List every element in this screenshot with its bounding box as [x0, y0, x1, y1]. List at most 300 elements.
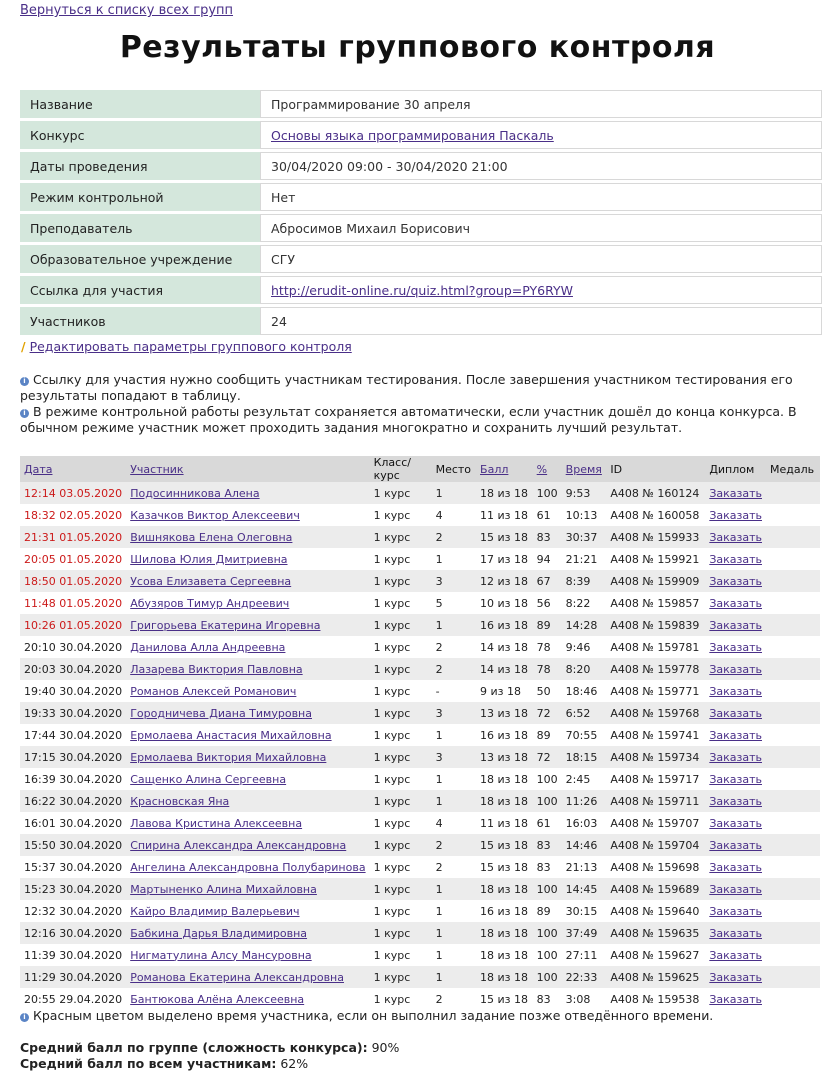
participant-link[interactable]: Ермолаева Виктория Михайловна — [130, 750, 327, 764]
percent-cell: 89 — [533, 724, 562, 746]
date-cell: 10:26 01.05.2020 — [20, 614, 126, 636]
info-label: Конкурс — [20, 121, 260, 149]
medal-cell — [766, 724, 820, 746]
date-cell: 21:31 01.05.2020 — [20, 526, 126, 548]
order-diploma-link[interactable]: Заказать — [709, 948, 762, 962]
time-cell: 18:15 — [562, 746, 607, 768]
participant-cell — [126, 592, 369, 614]
edit-params-link[interactable]: Редактировать параметры группового контроля — [29, 339, 352, 354]
class-cell: 1 курс — [370, 724, 432, 746]
medal-cell — [766, 658, 820, 680]
table-row — [20, 680, 820, 702]
medal-cell — [766, 900, 820, 922]
place-cell: 1 — [432, 944, 476, 966]
place-cell: 2 — [432, 658, 476, 680]
class-cell: 1 курс — [370, 702, 432, 724]
class-cell: 1 курс — [370, 636, 432, 658]
order-diploma-link[interactable]: Заказать — [709, 574, 762, 588]
medal-cell — [766, 636, 820, 658]
column-header: Место — [432, 456, 476, 482]
percent-cell: 83 — [533, 856, 562, 878]
avg-all — [20, 1056, 308, 1071]
place-cell: 1 — [432, 482, 476, 504]
participant-link[interactable]: Лазарева Виктория Павловна — [130, 662, 303, 676]
score-cell: 14 из 18 — [476, 636, 533, 658]
column-header[interactable] — [476, 456, 533, 482]
class-cell: 1 курс — [370, 548, 432, 570]
percent-cell: 100 — [533, 966, 562, 988]
class-cell: 1 курс — [370, 768, 432, 790]
date-cell: 17:44 30.04.2020 — [20, 724, 126, 746]
column-header[interactable] — [533, 456, 562, 482]
column-header[interactable] — [562, 456, 607, 482]
info-value-cell: СГУ — [260, 245, 822, 273]
diploma-cell — [705, 812, 766, 834]
info-row — [20, 307, 822, 335]
diploma-cell — [705, 988, 766, 1010]
order-diploma-link[interactable]: Заказать — [709, 486, 762, 500]
diploma-cell — [705, 636, 766, 658]
medal-cell — [766, 878, 820, 900]
column-header: ID — [606, 456, 705, 482]
info-value-cell: 24 — [260, 307, 822, 335]
participant-link[interactable]: Григорьева Екатерина Игоревна — [130, 618, 321, 632]
score-cell: 18 из 18 — [476, 878, 533, 900]
score-cell: 18 из 18 — [476, 944, 533, 966]
diploma-cell — [705, 834, 766, 856]
column-header[interactable] — [20, 456, 126, 482]
score-cell: 13 из 18 — [476, 702, 533, 724]
percent-cell: 89 — [533, 614, 562, 636]
order-diploma-link[interactable]: Заказать — [709, 530, 762, 544]
participant-link[interactable]: Нигматулина Алсу Мансуровна — [130, 948, 312, 962]
participant-cell — [126, 548, 369, 570]
percent-cell: 78 — [533, 636, 562, 658]
medal-cell — [766, 680, 820, 702]
diploma-cell — [705, 768, 766, 790]
percent-cell: 83 — [533, 526, 562, 548]
score-cell: 18 из 18 — [476, 790, 533, 812]
order-diploma-link[interactable]: Заказать — [709, 816, 762, 830]
info-label: Образовательное учреждение — [20, 245, 260, 273]
results-table — [20, 456, 820, 1010]
order-diploma-link[interactable]: Заказать — [709, 706, 762, 720]
percent-cell: 56 — [533, 592, 562, 614]
info-label: Название — [20, 90, 260, 118]
info-note-text: Ссылку для участия нужно сообщить участникам тестирования. После завершения участником тестирования его результаты попадают в таблицу. — [20, 372, 793, 403]
info-value-cell: Программирование 30 апреля — [260, 90, 822, 118]
score-cell: 17 из 18 — [476, 548, 533, 570]
page-title: Результаты группового контроля — [119, 30, 716, 65]
date-cell: 16:39 30.04.2020 — [20, 768, 126, 790]
place-cell: 4 — [432, 812, 476, 834]
id-cell: А408 № 159717 — [606, 768, 705, 790]
percent-cell: 61 — [533, 812, 562, 834]
place-cell: 1 — [432, 724, 476, 746]
id-cell: А408 № 159711 — [606, 790, 705, 812]
participant-link[interactable]: Данилова Алла Андреевна — [130, 640, 286, 654]
medal-cell — [766, 482, 820, 504]
date-cell: 20:03 30.04.2020 — [20, 658, 126, 680]
diploma-cell — [705, 680, 766, 702]
info-label: Режим контрольной — [20, 183, 260, 211]
participant-link[interactable]: Бантюкова Алёна Алексеевна — [130, 992, 305, 1006]
column-header[interactable] — [126, 456, 369, 482]
sort-link[interactable]: Время — [565, 462, 602, 476]
score-cell: 9 из 18 — [476, 680, 533, 702]
class-cell: 1 курс — [370, 966, 432, 988]
date-cell: 15:50 30.04.2020 — [20, 834, 126, 856]
id-cell: А408 № 160124 — [606, 482, 705, 504]
diploma-cell — [705, 614, 766, 636]
info-note-mode — [20, 404, 820, 436]
order-diploma-link[interactable]: Заказать — [709, 860, 762, 874]
order-diploma-link[interactable]: Заказать — [709, 926, 762, 940]
place-cell: 1 — [432, 768, 476, 790]
order-diploma-link[interactable]: Заказать — [709, 596, 762, 610]
score-cell: 16 из 18 — [476, 900, 533, 922]
order-diploma-link[interactable]: Заказать — [709, 508, 762, 522]
info-row — [20, 90, 822, 118]
date-cell: 11:48 01.05.2020 — [20, 592, 126, 614]
score-cell: 18 из 18 — [476, 768, 533, 790]
time-cell: 6:52 — [562, 702, 607, 724]
percent-cell: 78 — [533, 658, 562, 680]
date-cell: 18:32 02.05.2020 — [20, 504, 126, 526]
sort-link[interactable]: % — [536, 462, 548, 476]
participant-link[interactable]: Ангелина Александровна Полубаринова — [130, 860, 366, 874]
place-cell: 3 — [432, 746, 476, 768]
class-cell: 1 курс — [370, 526, 432, 548]
column-header: Диплом — [705, 456, 766, 482]
sort-link[interactable]: Дата — [24, 462, 53, 476]
diploma-cell — [705, 856, 766, 878]
order-diploma-link[interactable]: Заказать — [709, 684, 762, 698]
diploma-cell — [705, 482, 766, 504]
percent-cell: 100 — [533, 944, 562, 966]
diploma-cell — [705, 592, 766, 614]
percent-cell: 100 — [533, 922, 562, 944]
id-cell: А408 № 159698 — [606, 856, 705, 878]
class-cell: 1 курс — [370, 812, 432, 834]
date-cell: 20:05 01.05.2020 — [20, 548, 126, 570]
diploma-cell — [705, 658, 766, 680]
percent-cell: 100 — [533, 790, 562, 812]
participant-link[interactable]: Абузяров Тимур Андреевич — [130, 596, 290, 610]
table-row — [20, 790, 820, 812]
class-cell: 1 курс — [370, 592, 432, 614]
score-cell: 18 из 18 — [476, 482, 533, 504]
participant-cell — [126, 812, 369, 834]
class-cell: 1 курс — [370, 504, 432, 526]
class-cell: 1 курс — [370, 988, 432, 1010]
participant-link[interactable]: Усова Елизавета Сергеевна — [130, 574, 292, 588]
order-diploma-link[interactable]: Заказать — [709, 794, 762, 808]
info-value-cell: 30/04/2020 09:00 - 30/04/2020 21:00 — [260, 152, 822, 180]
date-cell: 20:10 30.04.2020 — [20, 636, 126, 658]
table-row — [20, 922, 820, 944]
diploma-cell — [705, 702, 766, 724]
medal-cell — [766, 966, 820, 988]
time-cell: 21:21 — [562, 548, 607, 570]
participant-link[interactable]: Романов Алексей Романович — [130, 684, 297, 698]
time-cell: 2:45 — [562, 768, 607, 790]
table-row — [20, 614, 820, 636]
date-cell: 18:50 01.05.2020 — [20, 570, 126, 592]
medal-cell — [766, 746, 820, 768]
order-diploma-link[interactable]: Заказать — [709, 838, 762, 852]
id-cell: А408 № 159839 — [606, 614, 705, 636]
column-header: Медаль — [766, 456, 820, 482]
place-cell: 2 — [432, 988, 476, 1010]
place-cell: 3 — [432, 570, 476, 592]
score-cell: 18 из 18 — [476, 922, 533, 944]
diploma-cell — [705, 900, 766, 922]
order-diploma-link[interactable]: Заказать — [709, 552, 762, 566]
time-cell: 8:22 — [562, 592, 607, 614]
participant-cell — [126, 790, 369, 812]
column-header: Класс/курс — [370, 456, 432, 482]
participant-link[interactable]: Спирина Александра Александровна — [130, 838, 347, 852]
participant-cell — [126, 878, 369, 900]
back-to-groups-link[interactable]: Вернуться к списку всех групп — [20, 3, 234, 18]
table-row — [20, 966, 820, 988]
date-cell: 19:33 30.04.2020 — [20, 702, 126, 724]
medal-cell — [766, 526, 820, 548]
order-diploma-link[interactable]: Заказать — [709, 728, 762, 742]
time-cell: 8:20 — [562, 658, 607, 680]
medal-cell — [766, 614, 820, 636]
participant-link[interactable]: Бабкина Дарья Владимировна — [130, 926, 308, 940]
participant-link[interactable]: Шилова Юлия Дмитриевна — [130, 552, 288, 566]
table-row — [20, 636, 820, 658]
participant-link[interactable]: Городничева Диана Тимуровна — [130, 706, 312, 720]
participant-cell — [126, 504, 369, 526]
id-cell: А408 № 159640 — [606, 900, 705, 922]
id-cell: А408 № 159538 — [606, 988, 705, 1010]
percent-cell: 72 — [533, 746, 562, 768]
order-diploma-link[interactable]: Заказать — [709, 904, 762, 918]
sort-link[interactable]: Участник — [130, 462, 184, 476]
pencil-icon: / — [21, 339, 26, 354]
info-row — [20, 183, 822, 211]
date-cell: 12:32 30.04.2020 — [20, 900, 126, 922]
time-cell: 9:53 — [562, 482, 607, 504]
diploma-cell — [705, 526, 766, 548]
percent-cell: 83 — [533, 988, 562, 1010]
place-cell: 1 — [432, 878, 476, 900]
time-cell: 16:03 — [562, 812, 607, 834]
date-cell: 16:01 30.04.2020 — [20, 812, 126, 834]
score-cell: 11 из 18 — [476, 812, 533, 834]
participant-cell — [126, 702, 369, 724]
id-cell: А408 № 159857 — [606, 592, 705, 614]
info-label: Участников — [20, 307, 260, 335]
medal-cell — [766, 570, 820, 592]
class-cell: 1 курс — [370, 680, 432, 702]
time-cell: 14:28 — [562, 614, 607, 636]
percent-cell: 61 — [533, 504, 562, 526]
participant-link[interactable]: Сащенко Алина Сергеевна — [130, 772, 287, 786]
class-cell: 1 курс — [370, 900, 432, 922]
id-cell: А408 № 159778 — [606, 658, 705, 680]
place-cell: 1 — [432, 790, 476, 812]
class-cell: 1 курс — [370, 614, 432, 636]
participant-link[interactable]: Ермолаева Анастасия Михайловна — [130, 728, 332, 742]
participant-cell — [126, 482, 369, 504]
avg-group-label: Средний балл по группе (сложность конкурса): — [20, 1040, 368, 1055]
medal-cell — [766, 768, 820, 790]
table-row — [20, 482, 820, 504]
date-cell: 20:55 29.04.2020 — [20, 988, 126, 1010]
class-cell: 1 курс — [370, 746, 432, 768]
participant-cell — [126, 944, 369, 966]
participant-link[interactable]: Мартыненко Алина Михайловна — [130, 882, 317, 896]
diploma-cell — [705, 922, 766, 944]
info-value-cell: Абросимов Михаил Борисович — [260, 214, 822, 242]
table-row — [20, 746, 820, 768]
medal-cell — [766, 856, 820, 878]
sort-link[interactable]: Балл — [480, 462, 509, 476]
info-label: Преподаватель — [20, 214, 260, 242]
diploma-cell — [705, 548, 766, 570]
time-cell: 21:13 — [562, 856, 607, 878]
order-diploma-link[interactable]: Заказать — [709, 750, 762, 764]
id-cell: А408 № 160058 — [606, 504, 705, 526]
participant-link[interactable]: Подосинникова Алена — [130, 486, 260, 500]
place-cell: 1 — [432, 922, 476, 944]
date-cell: 15:37 30.04.2020 — [20, 856, 126, 878]
score-cell: 15 из 18 — [476, 856, 533, 878]
participant-link[interactable]: Романова Екатерина Александровна — [130, 970, 344, 984]
participant-link[interactable]: Вишнякова Елена Олеговна — [130, 530, 293, 544]
score-cell: 15 из 18 — [476, 526, 533, 548]
table-row — [20, 724, 820, 746]
id-cell: А408 № 159734 — [606, 746, 705, 768]
time-cell: 30:37 — [562, 526, 607, 548]
time-cell: 37:49 — [562, 922, 607, 944]
time-cell: 3:08 — [562, 988, 607, 1010]
diploma-cell — [705, 944, 766, 966]
score-cell: 16 из 18 — [476, 724, 533, 746]
percent-cell: 94 — [533, 548, 562, 570]
time-cell: 27:11 — [562, 944, 607, 966]
time-cell: 9:46 — [562, 636, 607, 658]
place-cell: 2 — [432, 856, 476, 878]
place-cell: 2 — [432, 526, 476, 548]
time-cell: 14:46 — [562, 834, 607, 856]
id-cell: А408 № 159689 — [606, 878, 705, 900]
diploma-cell — [705, 966, 766, 988]
table-row — [20, 834, 820, 856]
score-cell: 15 из 18 — [476, 988, 533, 1010]
participant-cell — [126, 658, 369, 680]
info-value-cell — [260, 276, 822, 304]
time-cell: 10:13 — [562, 504, 607, 526]
time-cell: 22:33 — [562, 966, 607, 988]
avg-all-value: 62% — [280, 1056, 309, 1071]
participant-link[interactable]: Красновская Яна — [130, 794, 230, 808]
table-row — [20, 702, 820, 724]
info-icon: i — [20, 1013, 29, 1022]
id-cell: А408 № 159768 — [606, 702, 705, 724]
info-value-link[interactable]: http://erudit-online.ru/quiz.html?group=PY6RYW — [271, 282, 573, 298]
participant-cell — [126, 526, 369, 548]
date-cell: 11:29 30.04.2020 — [20, 966, 126, 988]
order-diploma-link[interactable]: Заказать — [709, 992, 762, 1006]
table-row — [20, 768, 820, 790]
info-row — [20, 245, 822, 273]
place-cell: 5 — [432, 592, 476, 614]
medal-cell — [766, 812, 820, 834]
info-label: Даты проведения — [20, 152, 260, 180]
info-row — [20, 214, 822, 242]
score-cell: 12 из 18 — [476, 570, 533, 592]
place-cell: 2 — [432, 834, 476, 856]
participant-link[interactable]: Лавова Кристина Алексеевна — [130, 816, 303, 830]
diploma-cell — [705, 790, 766, 812]
order-diploma-link[interactable]: Заказать — [709, 882, 762, 896]
medal-cell — [766, 592, 820, 614]
order-diploma-link[interactable]: Заказать — [709, 662, 762, 676]
order-diploma-link[interactable]: Заказать — [709, 970, 762, 984]
date-cell: 19:40 30.04.2020 — [20, 680, 126, 702]
percent-cell: 100 — [533, 768, 562, 790]
info-value-cell — [260, 121, 822, 149]
info-note-text: В режиме контрольной работы результат сохраняется автоматически, если участник дошёл до конца конкурса. В обычном режиме участник может проходить задания многократно и сохранить лучший результат. — [20, 404, 797, 435]
order-diploma-link[interactable]: Заказать — [709, 618, 762, 632]
score-cell: 15 из 18 — [476, 834, 533, 856]
avg-group-value: 90% — [371, 1040, 400, 1055]
info-value-link[interactable]: Основы языка программирования Паскаль — [271, 127, 554, 143]
medal-cell — [766, 988, 820, 1010]
place-cell: - — [432, 680, 476, 702]
order-diploma-link[interactable]: Заказать — [709, 772, 762, 786]
table-row — [20, 856, 820, 878]
percent-cell: 100 — [533, 482, 562, 504]
id-cell: А408 № 159627 — [606, 944, 705, 966]
participant-link[interactable]: Кайро Владимир Валерьевич — [130, 904, 300, 918]
date-cell: 15:23 30.04.2020 — [20, 878, 126, 900]
table-row — [20, 878, 820, 900]
id-cell: А408 № 159909 — [606, 570, 705, 592]
participant-link[interactable]: Казачков Виктор Алексеевич — [130, 508, 300, 522]
score-cell: 16 из 18 — [476, 614, 533, 636]
time-cell: 70:55 — [562, 724, 607, 746]
diploma-cell — [705, 878, 766, 900]
medal-cell — [766, 944, 820, 966]
info-icon: i — [20, 377, 29, 386]
table-row — [20, 812, 820, 834]
participant-cell — [126, 570, 369, 592]
table-row — [20, 658, 820, 680]
time-cell: 8:39 — [562, 570, 607, 592]
info-icon: i — [20, 409, 29, 418]
participant-cell — [126, 614, 369, 636]
order-diploma-link[interactable]: Заказать — [709, 640, 762, 654]
avg-all-label: Средний балл по всем участникам: — [20, 1056, 277, 1071]
time-cell: 11:26 — [562, 790, 607, 812]
class-cell: 1 курс — [370, 834, 432, 856]
percent-cell: 50 — [533, 680, 562, 702]
place-cell: 1 — [432, 966, 476, 988]
percent-cell: 83 — [533, 834, 562, 856]
place-cell: 4 — [432, 504, 476, 526]
info-row — [20, 121, 822, 149]
participant-cell — [126, 768, 369, 790]
table-row — [20, 592, 820, 614]
medal-cell — [766, 790, 820, 812]
